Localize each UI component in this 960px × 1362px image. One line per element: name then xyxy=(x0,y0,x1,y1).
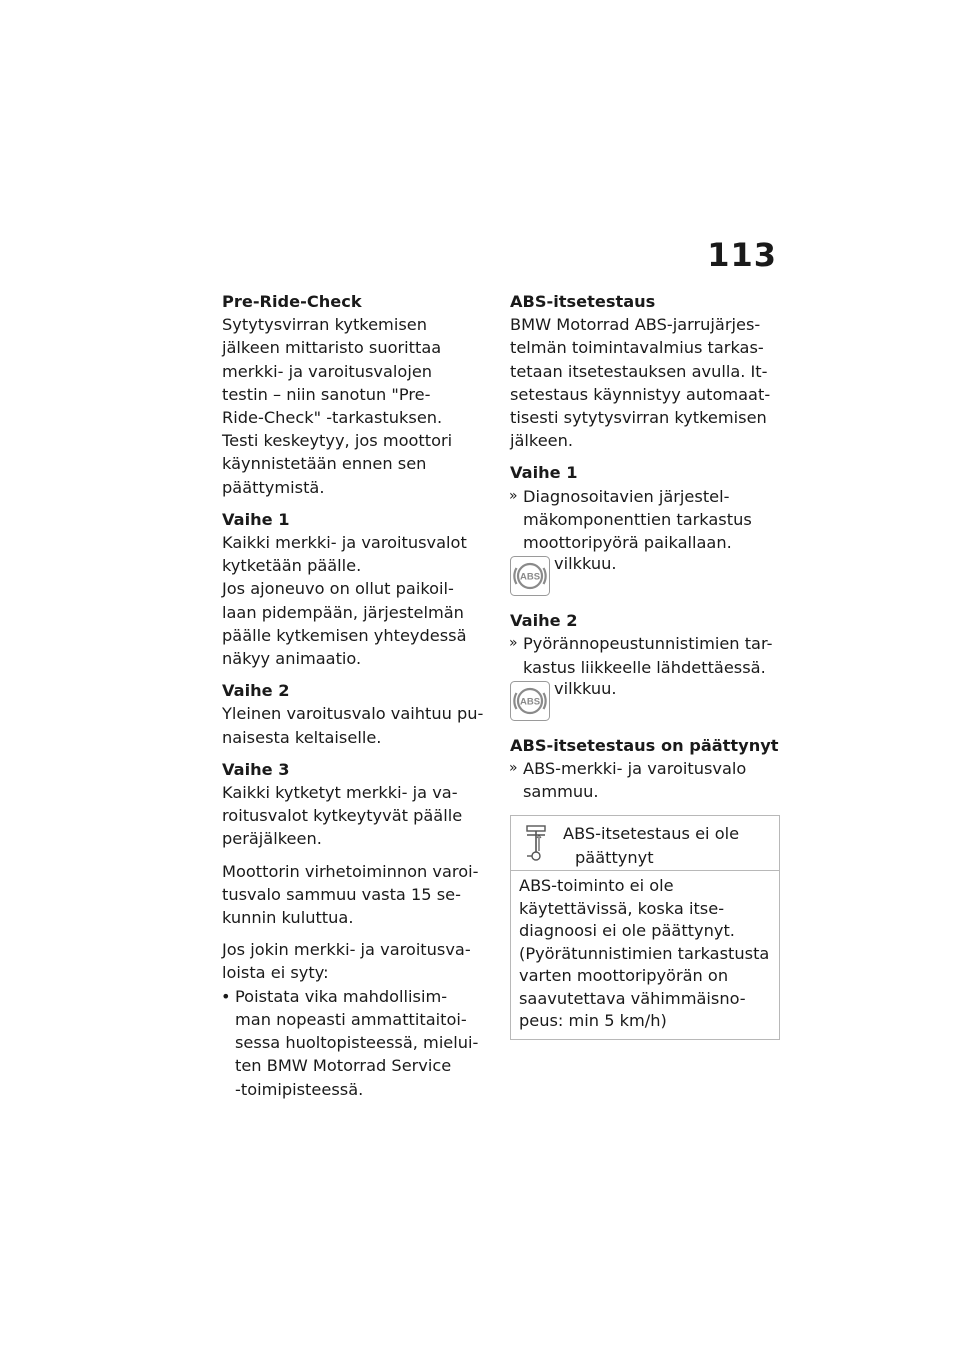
text-line: merkki- ja varoitusvalojen xyxy=(222,361,433,381)
step3-text xyxy=(222,781,490,851)
text-line: Kaikki kytketyt merkki- ja va- xyxy=(222,783,458,803)
text-line: päälle kytkemisen yhteydessä xyxy=(222,625,467,645)
text-line: jälkeen. xyxy=(510,431,574,451)
text-line: päättymistä. xyxy=(222,477,325,497)
text-line: kastus liikkeelle lähdettäessä. xyxy=(523,657,766,677)
arrow-marker-icon: » xyxy=(509,487,518,504)
text-line: Poistata vika mahdollisim- xyxy=(235,986,448,1006)
abs-blink-row xyxy=(510,554,780,604)
text-line: ABS-merkki- ja varoitusvalo xyxy=(523,759,747,779)
text-line: Yleinen varoitusvalo vaihtuu pu- xyxy=(222,704,484,724)
text-line: testin – niin sanotun "Pre- xyxy=(222,384,431,404)
text-line: naisesta keltaiselle. xyxy=(222,727,382,747)
step1-heading: Vaihe 1 xyxy=(222,509,290,529)
text-line: jälkeen mittaristo suorittaa xyxy=(222,338,442,358)
pre-ride-intro xyxy=(222,313,490,499)
text-line: peräjälkeen. xyxy=(222,829,322,849)
abs-warning-icon xyxy=(510,681,550,721)
text-line: ten BMW Motorrad Service xyxy=(235,1056,452,1076)
note-box-title xyxy=(563,822,773,868)
text-line: mäkomponenttien tarkastus xyxy=(523,509,752,529)
text-line: Kaikki merkki- ja varoitusvalot xyxy=(222,533,467,553)
text-line: moottoripyörä paikallaan. xyxy=(523,533,732,553)
text-line: Sytytysvirran kytkemisen xyxy=(222,315,427,335)
text-line: käytettävissä, koska itse- xyxy=(519,898,725,918)
page-number: 113 xyxy=(707,236,777,274)
list-item xyxy=(510,632,780,678)
text-line: Jos ajoneuvo on ollut paikoil- xyxy=(222,579,454,599)
text-line: Jos jokin merkki- ja varoitusva- xyxy=(222,940,471,960)
text-line: loista ei syty: xyxy=(222,963,329,983)
text-line: näkyy animaatio. xyxy=(222,649,362,669)
abs-step1-heading: Vaihe 1 xyxy=(510,463,578,483)
bullet-icon: • xyxy=(221,986,231,1006)
text-line: Testi keskeytyy, jos moottori xyxy=(222,431,453,451)
section-title-abs-self-test: ABS-itsetestaus xyxy=(510,292,656,311)
arrow-marker-icon: » xyxy=(509,760,518,777)
text-line: BMW Motorrad ABS-jarrujärjes- xyxy=(510,315,761,335)
text-line: Moottorin virhetoiminnon varoi- xyxy=(222,861,479,881)
blink-text: vilkkuu. xyxy=(554,678,617,698)
text-line: diagnoosi ei ole päättynyt. xyxy=(519,921,735,941)
text-line: Pyörännopeustunnistimien tar- xyxy=(523,634,773,654)
section-title-pre-ride-check: Pre-Ride-Check xyxy=(222,292,362,311)
text-line: setestaus käynnistyy automaat- xyxy=(510,384,771,404)
right-column xyxy=(510,290,780,1040)
text-line: ABS-itsetestaus ei ole xyxy=(563,824,740,844)
abs-blink-row xyxy=(510,679,780,729)
text-line: ABS-toiminto ei ole xyxy=(519,876,674,896)
abs-intro xyxy=(510,313,780,452)
note-box-header xyxy=(511,816,779,871)
list-item xyxy=(222,985,490,1101)
note-box-body xyxy=(511,871,779,1039)
text-line: käynnistetään ennen sen xyxy=(222,454,427,474)
wrench-icon xyxy=(525,824,547,862)
step2-text xyxy=(222,702,490,748)
abs-icon-label: ABS xyxy=(519,571,541,583)
step1-text xyxy=(222,531,490,670)
abs-warning-icon xyxy=(510,556,550,596)
abs-done-heading: ABS-itsetestaus on päättynyt xyxy=(510,735,779,755)
arrow-marker-icon: » xyxy=(509,635,518,652)
text-line: (Pyörätunnistimien tarkastusta xyxy=(519,943,770,963)
text-line: tisesti sytytysvirran kytkemisen xyxy=(510,408,767,428)
text-line: tetaan itsetestauksen avulla. It- xyxy=(510,361,768,381)
text-line: Diagnosoitavien järjestel- xyxy=(523,486,730,506)
text-line: saavutettava vähimmäisno- xyxy=(519,988,746,1008)
text-line: Ride-Check" -tarkastuksen. xyxy=(222,408,443,428)
text-line: sessa huoltopisteessä, mielui- xyxy=(235,1033,479,1053)
abs-step2-heading: Vaihe 2 xyxy=(510,611,578,631)
list-item xyxy=(510,485,780,555)
step2-heading: Vaihe 2 xyxy=(222,681,290,701)
blink-text: vilkkuu. xyxy=(554,554,617,574)
abs-icon-label: ABS xyxy=(519,696,541,708)
text-line: laan pidempään, järjestelmän xyxy=(222,602,464,622)
text-line: tusvalo sammuu vasta 15 se- xyxy=(222,884,461,904)
if-not-lit-paragraph xyxy=(222,938,490,984)
text-line: varten moottoripyörän on xyxy=(519,966,729,986)
text-line: peus: min 5 km/h) xyxy=(519,1011,667,1031)
text-line: man nopeasti ammattitaitoi- xyxy=(235,1009,467,1029)
text-line: telmän toimintavalmius tarkas- xyxy=(510,338,764,358)
text-line: sammuu. xyxy=(523,782,599,802)
text-line: roitusvalot kytkeytyvät päälle xyxy=(222,806,463,826)
list-item xyxy=(510,757,780,803)
text-line: päättynyt xyxy=(575,847,654,867)
left-column xyxy=(222,290,490,1101)
engine-warning-paragraph xyxy=(222,860,490,930)
workshop-note-box xyxy=(510,815,780,1040)
text-line: -toimipisteessä. xyxy=(235,1079,364,1099)
step3-heading: Vaihe 3 xyxy=(222,759,290,779)
text-line: kytketään päälle. xyxy=(222,556,362,576)
text-line: kunnin kuluttua. xyxy=(222,908,354,928)
